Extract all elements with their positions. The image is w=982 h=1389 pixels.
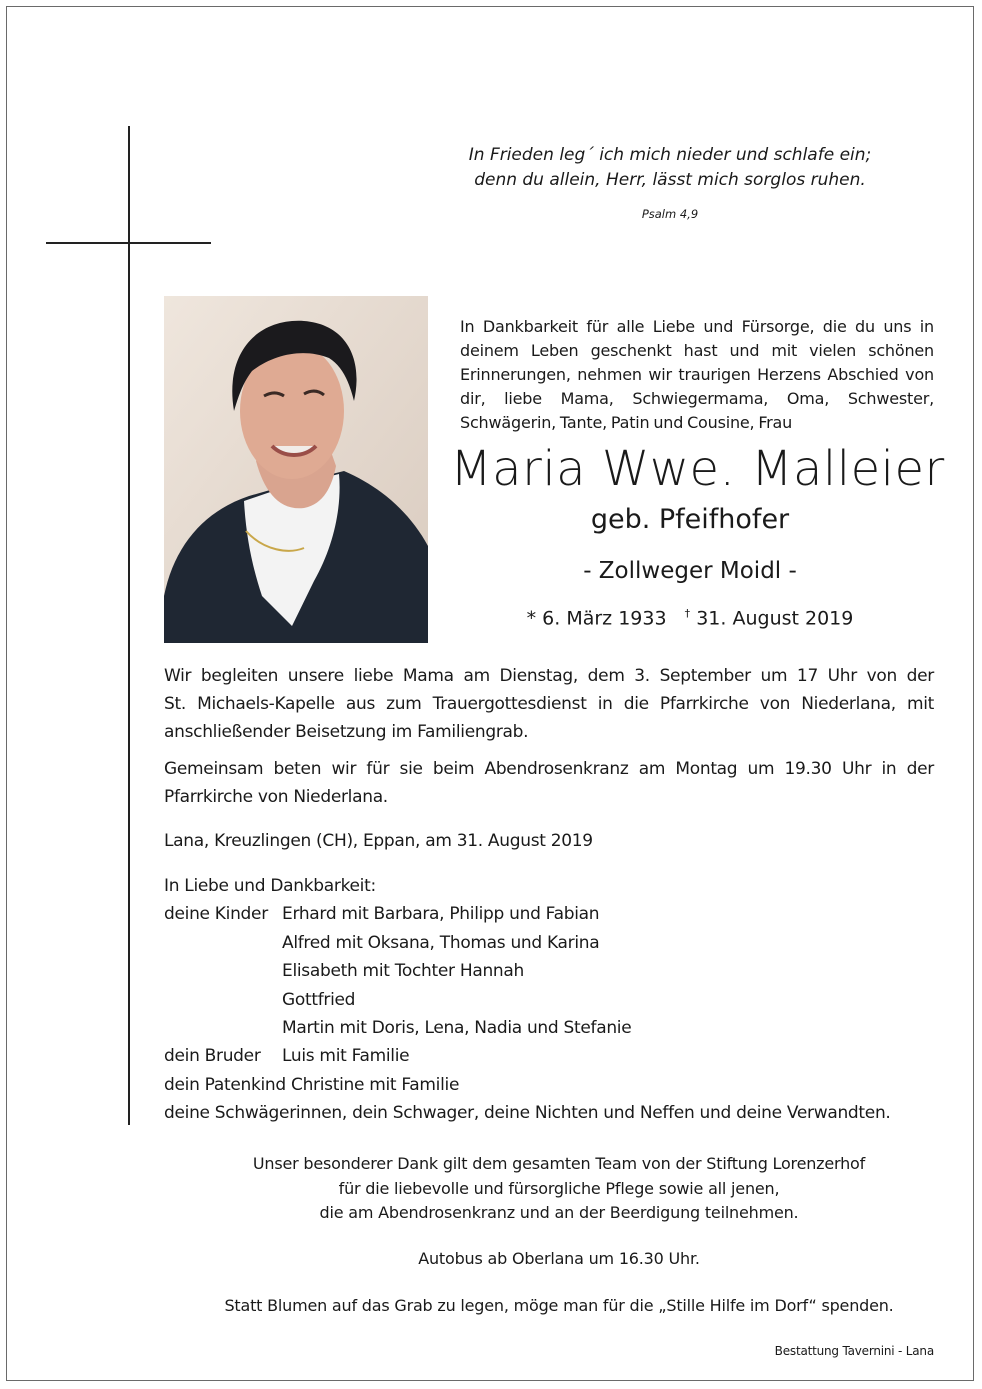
cross-symbol: † — [684, 607, 691, 620]
thanks-line: Unser besonderer Dank gilt dem gesamten Team von der Stiftung Lorenzerhof — [252, 1154, 866, 1173]
mourner-relation — [164, 986, 282, 1014]
mourner-relation: dein Bruder — [164, 1046, 261, 1067]
intro-line: In Dankbarkeit für alle Liebe und Fürsorge, die du uns in — [460, 317, 934, 336]
mourner-names: Alfred mit Oksana, Thomas und Karina — [282, 932, 600, 953]
mourner-row — [164, 1042, 944, 1070]
cross-vertical-bar — [128, 126, 130, 1125]
thanks-note — [164, 1152, 954, 1226]
rosary-line: Pfarrkirche von Niederlana. — [164, 787, 388, 807]
funeral-line: St. Michaels-Kapelle aus zum Trauergottesdienst in die Pfarrkirche von Niederlana, mit — [164, 694, 934, 714]
mourners-list — [164, 872, 944, 1128]
life-dates — [440, 600, 940, 632]
bus-notice: Autobus ab Oberlana um 16.30 Uhr. — [418, 1249, 700, 1268]
intro-line: Schwägerin, Tante, Patin und Cousine, Frau — [460, 413, 793, 432]
bible-verse — [430, 143, 910, 193]
born-name: geb. Pfeifhofer — [590, 504, 790, 535]
deceased-name: Maria Wwe. Malleier — [450, 441, 945, 497]
verse-line: In Frieden leg´ ich mich nieder und schlafe ein; — [468, 145, 872, 165]
mourner-names: Gottfried — [282, 989, 356, 1010]
rosary-line: Gemeinsam beten wir für sie beim Abendrosenkranz am Montag um 19.30 Uhr in der — [164, 759, 934, 779]
intro-text — [460, 315, 934, 435]
place-date: Lana, Kreuzlingen (CH), Eppan, am 31. August 2019 — [164, 831, 593, 851]
cross-horizontal-bar — [46, 242, 211, 244]
mourner-row — [164, 929, 944, 957]
mourner-godchild: dein Patenkind Christine mit Familie — [164, 1074, 460, 1095]
funeral-notice — [164, 662, 934, 746]
mourner-relation — [164, 1014, 282, 1042]
mourner-row — [164, 957, 944, 985]
mourners-heading: In Liebe und Dankbarkeit: — [164, 876, 376, 896]
death-date: 31. August 2019 — [696, 607, 854, 630]
mourner-names: Luis mit Familie — [282, 1046, 410, 1067]
intro-line: dir, liebe Mama, Schwiegermama, Oma, Schwester, — [460, 389, 934, 408]
mourner-names: Martin mit Doris, Lena, Nadia und Stefanie — [282, 1018, 632, 1039]
mourner-row — [164, 986, 944, 1014]
funeral-line: Wir begleiten unsere liebe Mama am Dienstag, dem 3. September um 17 Uhr von der — [164, 666, 934, 686]
mourner-row — [164, 1014, 944, 1042]
mourner-names: Erhard mit Barbara, Philipp und Fabian — [282, 904, 600, 925]
mourner-relation — [164, 957, 282, 985]
funeral-line: anschließender Beisetzung im Familiengrab. — [164, 722, 529, 742]
intro-line: deinem Leben geschenkt hast und mit vielen schönen — [460, 341, 934, 360]
thanks-line: die am Abendrosenkranz und an der Beerdigung teilnehmen. — [319, 1203, 799, 1222]
portrait-photo — [164, 296, 428, 643]
verse-line: denn du allein, Herr, lässt mich sorglos ruhen. — [474, 170, 866, 190]
undertaker-credit: Bestattung Tavernini - Lana — [774, 1344, 934, 1358]
donation-notice: Statt Blumen auf das Grab zu legen, möge man für die „Stille Hilfe im Dorf“ spenden. — [224, 1296, 894, 1315]
intro-line: Erinnerungen, nehmen wir traurigen Herzens Abschied von — [460, 365, 934, 384]
rosary-notice — [164, 755, 934, 811]
mourner-names: Elisabeth mit Tochter Hannah — [282, 961, 524, 982]
nickname: - Zollweger Moidl - — [583, 558, 797, 584]
mourner-relation — [164, 929, 282, 957]
mourner-relation: deine Kinder — [164, 904, 268, 925]
thanks-line: für die liebevolle und fürsorgliche Pflege sowie all jenen, — [338, 1178, 780, 1198]
verse-source: Psalm 4,9 — [641, 207, 699, 221]
birth-date: * 6. März 1933 — [526, 607, 667, 630]
mourner-relatives: deine Schwägerinnen, dein Schwager, deine Nichten und Neffen und deine Verwandten. — [164, 1103, 891, 1124]
mourner-row — [164, 900, 944, 928]
